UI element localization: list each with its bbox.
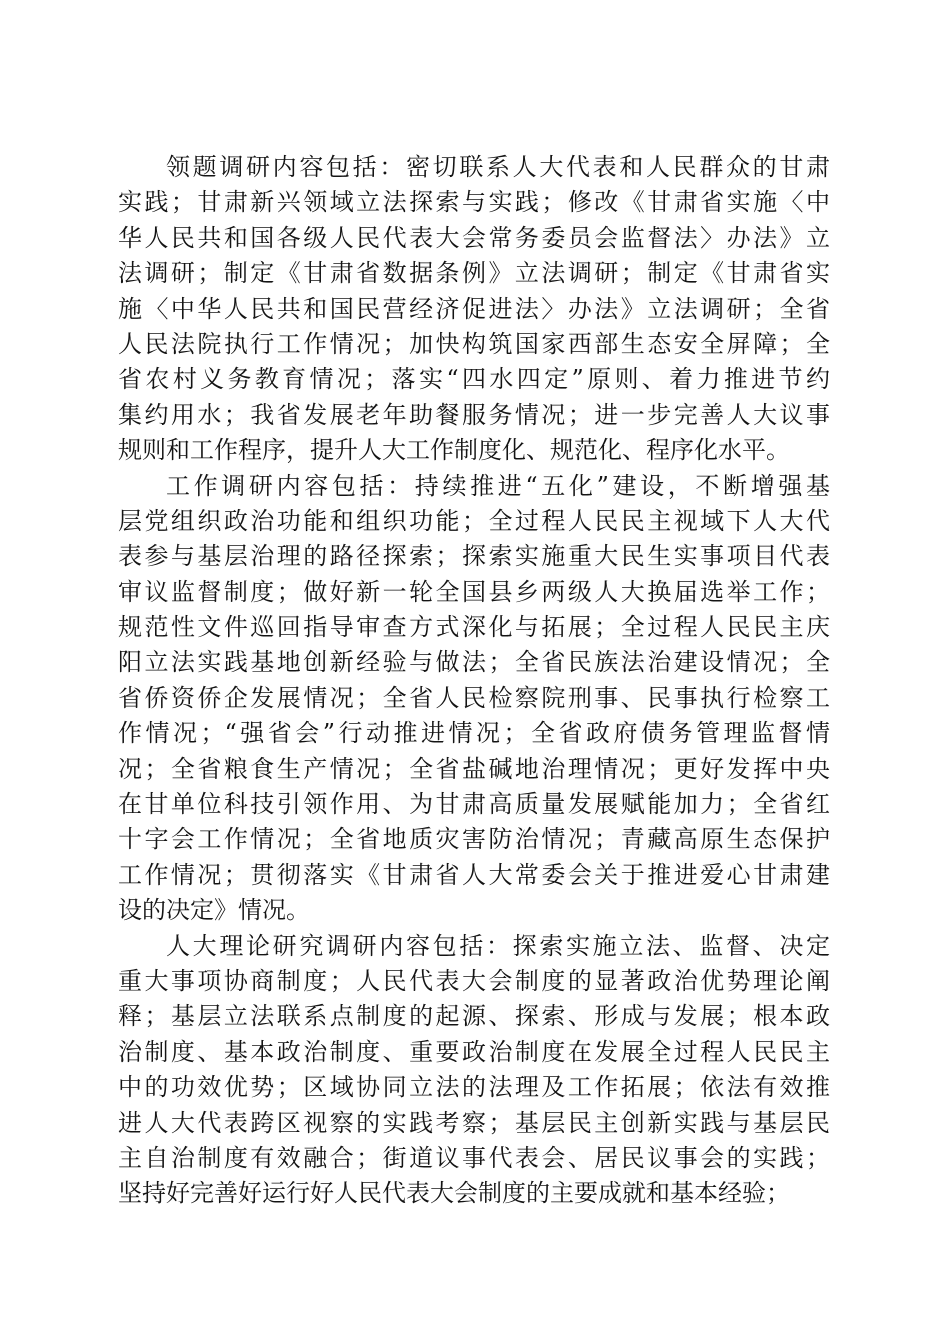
text-line: 重大事项协商制度；人民代表大会制度的显著政治优势理论阐 xyxy=(118,966,830,995)
text-line: 华人民共和国各级人民代表大会常务委员会监督法〉办法》立 xyxy=(118,223,830,252)
text-line: 治制度、基本政治制度、重要政治制度在发展全过程人民民主 xyxy=(118,1037,830,1066)
text-line: 设的决定》情况。 xyxy=(118,896,310,925)
document-body xyxy=(118,150,830,1212)
text-line: 表参与基层治理的路径探索；探索实施重大民生实事项目代表 xyxy=(118,542,830,571)
text-line: 工作调研内容包括：持续推进“五化”建设，不断增强基 xyxy=(166,471,830,500)
text-line: 释；基层立法联系点制度的起源、探索、形成与发展；根本政 xyxy=(118,1002,830,1031)
text-line: 集约用水；我省发展老年助餐服务情况；进一步完善人大议事 xyxy=(118,400,830,429)
text-line: 规则和工作程序，提升人大工作制度化、规范化、程序化水平。 xyxy=(118,436,790,465)
text-line: 人民法院执行工作情况；加快构筑国家西部生态安全屏障；全 xyxy=(118,329,830,358)
text-line: 法调研；制定《甘肃省数据条例》立法调研；制定《甘肃省实 xyxy=(118,259,830,288)
text-line: 审议监督制度；做好新一轮全国县乡两级人大换届选举工作； xyxy=(118,577,830,606)
text-line: 主自治制度有效融合；街道议事代表会、居民议事会的实践； xyxy=(118,1143,830,1172)
text-line: 省侨资侨企发展情况；全省人民检察院刑事、民事执行检察工 xyxy=(118,683,830,712)
text-line: 层党组织政治功能和组织功能；全过程人民民主视域下人大代 xyxy=(118,506,830,535)
text-line: 领题调研内容包括：密切联系人大代表和人民群众的甘肃 xyxy=(166,153,830,181)
paragraph-work-research xyxy=(118,469,830,929)
paragraph-lingti-research xyxy=(118,150,830,469)
text-line: 在甘单位科技引领作用、为甘肃高质量发展赋能加力；全省红 xyxy=(118,790,830,819)
text-line: 况；全省粮食生产情况；全省盐碱地治理情况；更好发挥中央 xyxy=(118,754,830,783)
text-line: 实践；甘肃新兴领域立法探索与实践；修改《甘肃省实施〈中 xyxy=(118,188,830,217)
text-line: 省农村义务教育情况；落实“四水四定”原则、着力推进节约 xyxy=(118,365,830,394)
paragraph-theory-research xyxy=(118,929,830,1212)
text-line: 十字会工作情况；全省地质灾害防治情况；青藏高原生态保护 xyxy=(118,825,830,854)
text-line: 规范性文件巡回指导审查方式深化与拓展；全过程人民民主庆 xyxy=(118,613,830,642)
text-line: 中的功效优势；区域协同立法的法理及工作拓展；依法有效推 xyxy=(118,1073,830,1102)
text-line: 工作情况；贯彻落实《甘肃省人大常委会关于推进爱心甘肃建 xyxy=(118,860,830,889)
text-line: 阳立法实践基地创新经验与做法；全省民族法治建设情况；全 xyxy=(118,648,830,677)
text-line: 施〈中华人民共和国民营经济促进法〉办法》立法调研；全省 xyxy=(118,294,830,323)
text-line: 坚持好完善好运行好人民代表大会制度的主要成就和基本经验； xyxy=(118,1179,790,1208)
text-line: 人大理论研究调研内容包括：探索实施立法、监督、决定 xyxy=(166,931,830,960)
text-line: 进人大代表跨区视察的实践考察；基层民主创新实践与基层民 xyxy=(118,1108,830,1137)
text-line: 作情况；“强省会”行动推进情况；全省政府债务管理监督情 xyxy=(118,719,830,748)
